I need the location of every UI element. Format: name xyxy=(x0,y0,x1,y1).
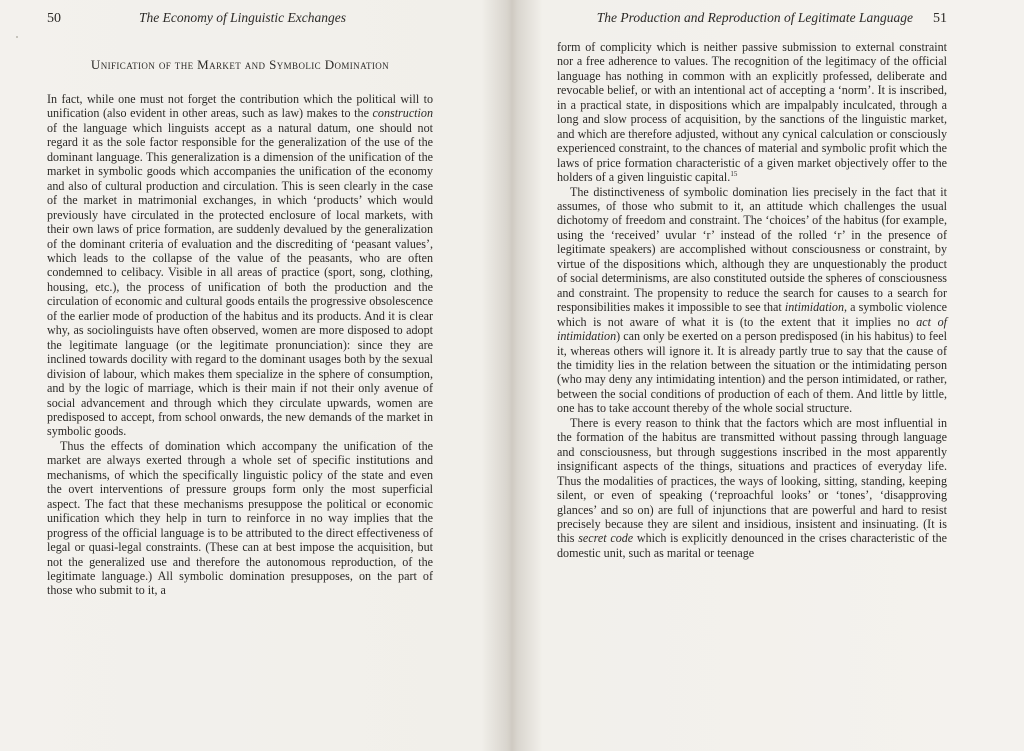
paragraph xyxy=(557,40,947,185)
left-page-content xyxy=(47,10,433,598)
footnote-marker: 15 xyxy=(730,170,738,179)
right-header xyxy=(557,10,947,30)
text-run: which is explicitly denounced in the crises characteristic of the domestic unit, such as marital or teenage xyxy=(557,531,947,560)
paragraph: Thus the effects of domination which accompany the unification of the market are always exerted through a whole set of specific institutions and mechanisms, of which the specifically linguistic policy of the state and even the overt interventions of pressure groups form only the most superficial aspect. The fact that these mechanisms presuppose the political or economic unification which they help in turn to reinforce in no way implies that the progress of the official language is to be attributed to the direct effectiveness of legal or quasi-legal constraints. (These can at best impose the acquisition, but not the generalized use and therefore the autonomous reproduction, of the legitimate language.) All symbolic domination presupposes, on the part of those who submit to it, a xyxy=(47,438,433,598)
text-run: The distinctiveness of symbolic domination lies precisely in the fact that it assumes, of those who submit to it, an attitude which challenges the usual dichotomy of freedom and constraint. The ‘choices’ of the habitus (for example, using the ‘received’ uvular ‘r’ instead of the rolled ‘r’ in the presence of legitimate speakers) are accomplished without consciousness or constraint, by virtue of the dispositions which, although they are unquestionably the product of social determinisms, are also constituted outside the spheres of consciousness and constraint. The propensity to reduce the search for causes to a search for responsibilities makes it impossible to see that xyxy=(557,184,947,315)
text-run: In fact, while one must not forget the contribution which the political will to unification (also evident in other areas, such as law) makes to the xyxy=(47,92,433,121)
page-number: 50 xyxy=(47,11,61,26)
running-head: The Production and Reproduction of Legitimate Language xyxy=(596,10,913,25)
text-run: There is every reason to think that the factors which are most influential in the formation of the habitus are transmitted without passing through language and consciousness, but through suggestions inscribed in the most apparently insignificant aspects of the things, situations and practices of everyday life. Thus the modalities of practices, the ways of looking, sitting, standing, keeping silent, or even of speaking (‘reproachful looks’ or ‘tones’, ‘disapproving glances’ and so on) are full of injunctions that are powerful and hard to resist precisely because they are silent and insidious, insistent and insinuating. (It is this xyxy=(557,415,947,546)
paragraph xyxy=(557,416,947,561)
running-head: The Economy of Linguistic Exchanges xyxy=(139,10,346,25)
left-header xyxy=(47,10,433,30)
paragraph xyxy=(557,185,947,416)
emphasis: act of intimidation xyxy=(557,314,947,344)
emphasis: construction xyxy=(372,106,433,121)
paper-speck xyxy=(16,36,18,38)
text-run: of the language which linguists accept as a natural datum, one should not regard it as the sole factor responsible for the generalization of the use of the dominant language. This generalization is a dimension of the unification of the market in symbolic goods which accompanies the unification of the economy and also of cultural production and circulation. This is seen clearly in the case of the market in matrimonial exchanges, in which ‘products’ which would previously have circulated in the protected enclosure of local markets, with their own laws of price formation, are suddenly devalued by the generalization of the dominant criteria of evaluation and the discrediting of ‘peasant values’, which leads to the collapse of the value of the peasants, who are often condemned to celibacy. Visible in all areas of practice (sport, song, clothing, housing, etc.), the process of unification of both the production and the circulation of economic and cultural goods entails the progressive obsolescence of the earlier mode of production of the habitus and its products. And it is clear why, as sociolinguists have often observed, women are more disposed to adopt the legitimate language (or the legitimate pronunciation): since they are inclined towards docility with regard to the dominant usages both by the sexual division of labour, which makes them specialize in the sphere of consumption, and by the logic of marriage, which is their main if not their only avenue of social advancement and through which they circulate upwards, women are predisposed to accept, from school onwards, the new demands of the market in symbolic goods. xyxy=(47,120,433,439)
paragraph xyxy=(47,92,433,439)
emphasis: intimidation xyxy=(784,300,845,315)
text-run: form of complicity which is neither passive submission to external constraint nor a free adherence to values. The recognition of the legitimacy of the official language has nothing in common with an explicitly professed, deliberate and revocable belief, or with an intentional act of accepting a ‘norm’. It is inscribed, in a practical state, in dispositions which are impalpably inculcated, through a long and slow process of acquisition, by the sanctions of the linguistic market, and which are therefore adjusted, without any cynical calculation or consciously experienced constraint, to the chances of material and symbolic profit which the laws of price formation characteristic of a given market objectively offer to the holders of a given linguistic capital. xyxy=(557,40,947,185)
emphasis: secret code xyxy=(578,531,634,546)
text-run: ) can only be exerted on a person predisposed (in his habitus) to feel it, whereas others will ignore it. It is already partly true to say that the cause of the timidity lies in the relation between the situation or the intimidating person (who may deny any intimidating intention) and the person intimidated, or rather, between the social conditions of production of each of them. And little by little, one has to take account thereby of the whole social structure. xyxy=(557,329,947,416)
right-page xyxy=(512,0,1024,751)
right-page-content xyxy=(557,10,947,560)
page-number: 51 xyxy=(933,11,947,26)
text-run: , a symbolic violence which is not aware of what it is (to the extent that it implies no xyxy=(557,300,947,329)
section-title: Unification of the Market and Symbolic Domination xyxy=(90,57,390,72)
